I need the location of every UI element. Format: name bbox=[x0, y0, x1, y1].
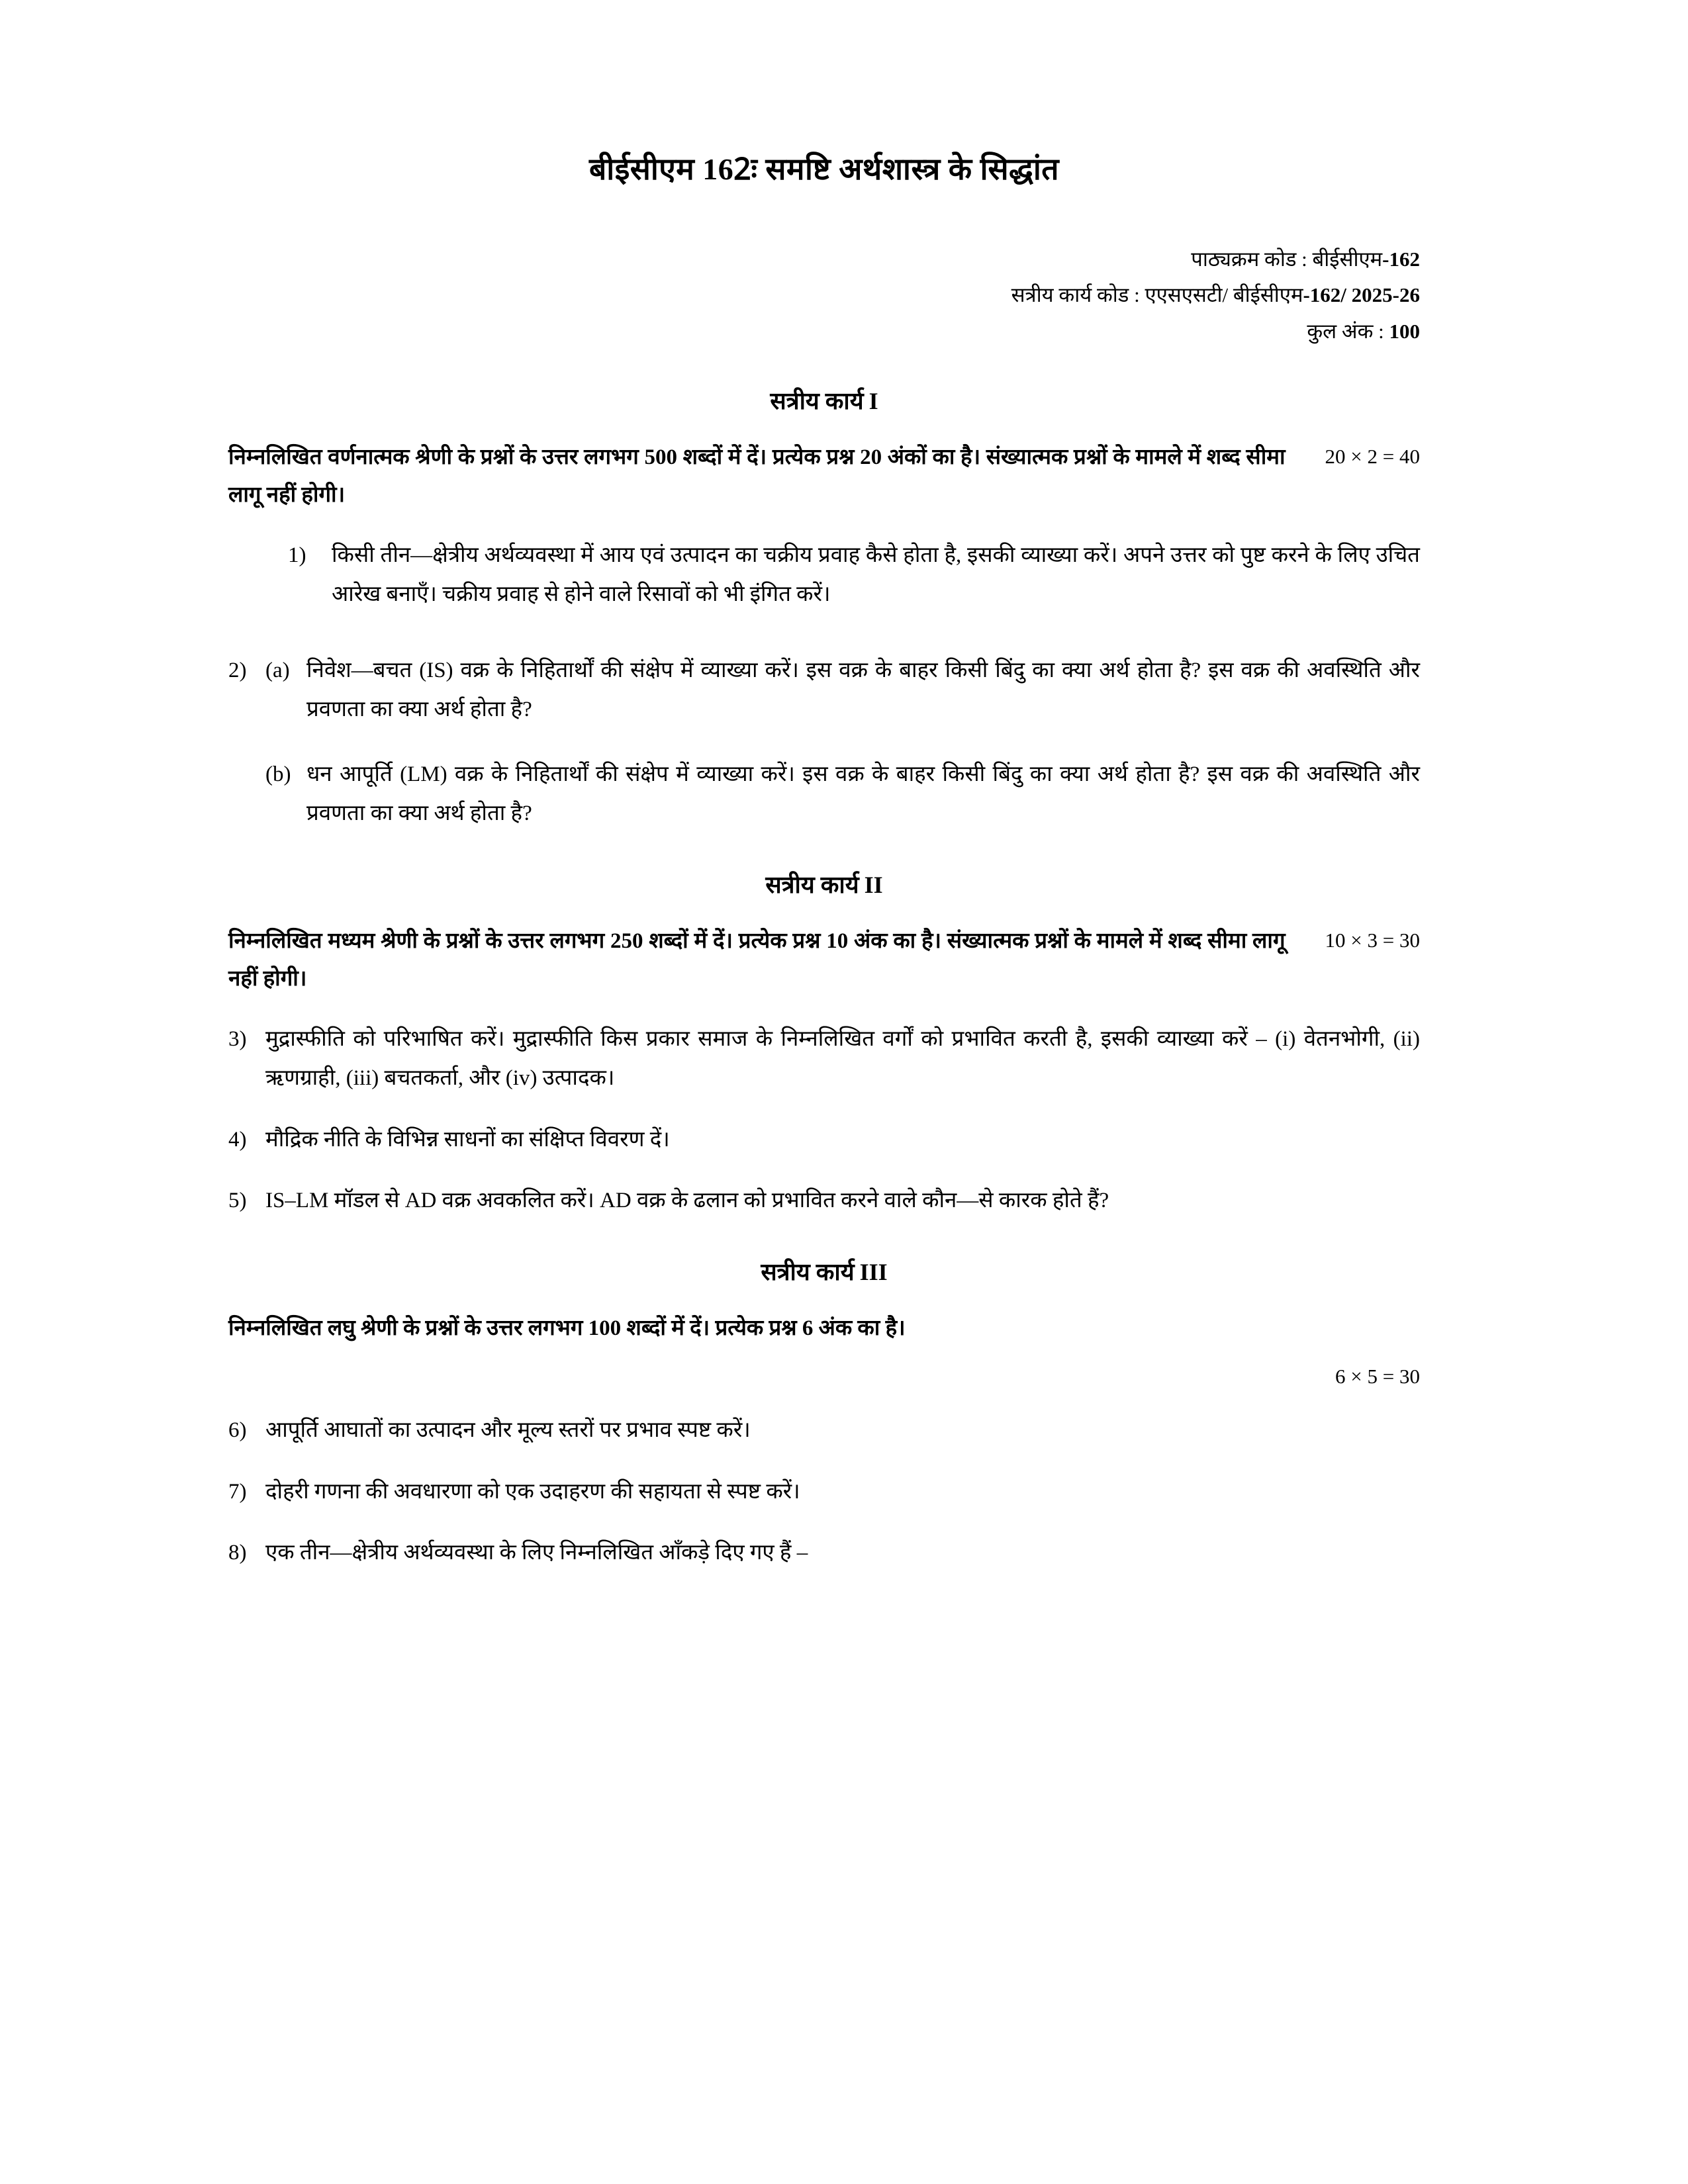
question-2-number: 2) bbox=[228, 658, 247, 682]
assignment-code-label: सत्रीय कार्य कोड : एएसएसटी/ बीईसीएम bbox=[1011, 283, 1303, 307]
assignment-2-marks: 10 × 3 = 30 bbox=[1325, 928, 1420, 952]
assignment-2-questions bbox=[228, 1020, 1420, 1220]
question-2-part-b-text: धन आपूर्ति (LM) वक्र के निहितार्थों की संक्षेप में व्याख्या करें। इस वक्र के बाहर किसी बिंदु का क्या अर्थ होता है? इस वक्र की अवस्थिति और प्रवणता का क्या अर्थ होता है? bbox=[306, 762, 1420, 826]
question-2-part-a-label: (a) bbox=[265, 658, 290, 682]
assignment-1-questions bbox=[228, 536, 1420, 833]
page-content bbox=[228, 149, 1420, 1572]
assignment-1-heading-text: सत्रीय कार्य bbox=[770, 387, 864, 414]
question-2-part-b-label: (b) bbox=[265, 762, 291, 787]
assignment-1-marks: 20 × 2 = 40 bbox=[1325, 444, 1420, 468]
question-4-text: मौद्रिक नीति के विभिन्न साधनों का संक्षिप्त विवरण दें। bbox=[265, 1127, 670, 1152]
total-marks-label: कुल अंक : bbox=[1307, 319, 1389, 343]
question-6 bbox=[228, 1411, 1420, 1450]
question-2 bbox=[228, 651, 1420, 833]
page-title: बीईसीएम 162ः समष्टि अर्थशास्त्र के सिद्धांत bbox=[589, 152, 1059, 186]
question-8 bbox=[228, 1533, 1420, 1572]
question-6-body bbox=[265, 1411, 1420, 1450]
question-8-text: एक तीन—क्षेत्रीय अर्थव्यवस्था के लिए निम्नलिखित आँकड़े दिए गए हैं – bbox=[265, 1541, 808, 1565]
course-code-label: पाठ्यक्रम कोड : बीईसीएम bbox=[1191, 248, 1383, 271]
question-5 bbox=[228, 1181, 1420, 1220]
question-7 bbox=[228, 1473, 1420, 1512]
total-marks-value: 100 bbox=[1389, 319, 1420, 343]
question-1-text: किसी तीन—क्षेत्रीय अर्थव्यवस्था में आय एवं उत्पादन का चक्रीय प्रवाह कैसे होता है, इसकी व्याख्या करें। अपने उत्तर को पुष्ट करने के लिए उचित आरेख बनाएँ। चक्रीय प्रवाह से होने वाले रिसावों को भी इंगित करें। bbox=[332, 543, 1420, 607]
question-3-number: 3) bbox=[228, 1027, 247, 1052]
question-5-body bbox=[265, 1181, 1420, 1220]
assignment-2-heading-numeral: II bbox=[864, 871, 883, 898]
question-3 bbox=[228, 1020, 1420, 1097]
assignment-code-value: -162/ 2025-26 bbox=[1303, 283, 1420, 307]
course-code-value: -162 bbox=[1382, 248, 1420, 271]
question-6-text: आपूर्ति आघातों का उत्पादन और मूल्य स्तरों पर प्रभाव स्पष्ट करें। bbox=[265, 1418, 751, 1442]
question-3-text: मुद्रास्फीति को परिभाषित करें। मुद्रास्फीति किस प्रकार समाज के निम्नलिखित वर्गों को प्रभावित करती है, इसकी व्याख्या करें – (i) वेतनभोगी, (ii) ऋणग्राही, (iii) बचतकर्ता, और (iv) उत्पादक। bbox=[265, 1027, 1420, 1090]
assignment-1-intro-text: निम्नलिखित वर्णनात्मक श्रेणी के प्रश्नों के उत्तर लगभग 500 शब्दों में दें। प्रत्येक प्रश्न 20 अंकों का है। संख्यात्मक प्रश्नों के मामले में शब्द सीमा लागू नहीं होगी। bbox=[228, 445, 1286, 507]
assignment-3-intro-text: निम्नलिखित लघु श्रेणी के प्रश्नों के उत्तर लगभग 100 शब्दों में दें। प्रत्येक प्रश्न 6 अंक का है। bbox=[228, 1316, 906, 1341]
assignment-2-heading-text: सत्रीय कार्य bbox=[765, 871, 859, 898]
question-1-number: 1) bbox=[288, 543, 306, 568]
question-4-body bbox=[265, 1120, 1420, 1160]
question-4 bbox=[228, 1120, 1420, 1160]
assignment-2-intro-text: निम्नलिखित मध्यम श्रेणी के प्रश्नों के उत्तर लगभग 250 शब्दों में दें। प्रत्येक प्रश्न 10 अंक का है। संख्यात्मक प्रश्नों के मामले में शब्द सीमा लागू नहीं होगी। bbox=[228, 929, 1286, 991]
assignment-3-heading-numeral: III bbox=[859, 1259, 888, 1286]
assignment-3-heading bbox=[228, 1255, 1420, 1287]
question-4-number: 4) bbox=[228, 1127, 247, 1152]
assignment-3-marks: 6 × 5 = 30 bbox=[1335, 1364, 1420, 1388]
assignment-3-heading-text: सत्रीय कार्य bbox=[761, 1259, 855, 1286]
assignment-3-questions bbox=[228, 1411, 1420, 1572]
question-7-text: दोहरी गणना की अवधारणा को एक उदाहरण की सहायता से स्पष्ट करें। bbox=[265, 1479, 800, 1504]
question-1-body bbox=[332, 536, 1420, 614]
course-code-row bbox=[228, 242, 1420, 277]
assignment-3-instructions bbox=[228, 1310, 1420, 1347]
question-2-body bbox=[265, 651, 1420, 833]
question-5-number: 5) bbox=[228, 1189, 247, 1213]
assignment-1-heading bbox=[228, 384, 1420, 416]
question-2-part-a-text: निवेश—बचत (IS) वक्र के निहितार्थों की संक्षेप में व्याख्या करें। इस वक्र के बाहर किसी बिंदु का क्या अर्थ होता है? इस वक्र की अवस्थिति और प्रवणता का क्या अर्थ होता है? bbox=[306, 658, 1420, 721]
total-marks-row bbox=[228, 314, 1420, 349]
question-8-number: 8) bbox=[228, 1541, 247, 1565]
question-8-body bbox=[265, 1533, 1420, 1572]
course-meta-block bbox=[228, 242, 1420, 349]
assignment-2-instructions bbox=[228, 923, 1420, 998]
assignment-1-instructions bbox=[228, 439, 1420, 514]
assignment-code-row bbox=[228, 277, 1420, 313]
question-7-body bbox=[265, 1473, 1420, 1512]
assignment-2-heading bbox=[228, 868, 1420, 900]
question-6-number: 6) bbox=[228, 1418, 247, 1442]
spacer bbox=[228, 614, 1420, 629]
question-3-body bbox=[265, 1020, 1420, 1097]
question-2-part-b bbox=[265, 755, 1420, 833]
question-7-number: 7) bbox=[228, 1479, 247, 1504]
question-5-text: IS–LM मॉडल से AD वक्र अवकलित करें। AD वक्र के ढलान को प्रभावित करने वाले कौन—से कारक होते हैं? bbox=[265, 1189, 1109, 1213]
question-2-part-a bbox=[265, 651, 1420, 729]
assignment-1-heading-numeral: I bbox=[868, 387, 878, 414]
question-1 bbox=[288, 536, 1420, 614]
